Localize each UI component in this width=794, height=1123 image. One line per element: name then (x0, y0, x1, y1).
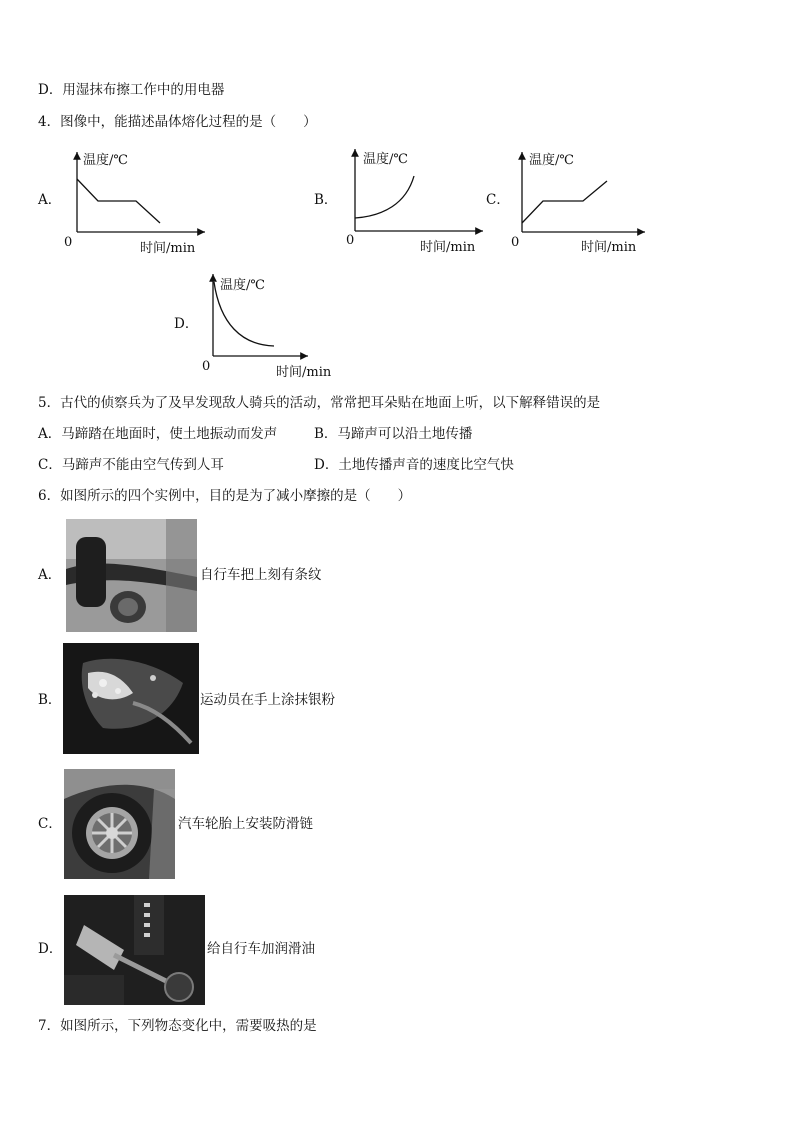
car-tire-photo (64, 769, 175, 879)
option-text: 用湿抹布擦工作中的用电器 (62, 82, 225, 98)
option-label: D． (38, 82, 63, 98)
option-text: 土地传播声音的速度比空气快 (338, 457, 514, 473)
origin-label: 0 (511, 235, 520, 250)
x-axis-label: 时间/min (140, 241, 196, 256)
q6-option-a-label[interactable]: A． (38, 567, 62, 583)
temperature-curve (522, 181, 607, 223)
y-axis-label: 温度/℃ (529, 153, 574, 168)
q4-graph-b (338, 146, 488, 256)
q4-stem: 4．图像中，能描述晶体熔化过程的是（ ） (38, 114, 317, 130)
q5-option-a[interactable] (38, 428, 277, 442)
temperature-curve (355, 176, 414, 218)
option-label: A． (38, 426, 62, 442)
option-text: 马蹄踏在地面时，使土地振动而发声 (61, 426, 278, 442)
q5-option-b[interactable] (314, 428, 472, 442)
y-axis-label: 温度/℃ (363, 152, 408, 167)
q6-option-d-text: 给自行车加润滑油 (207, 941, 315, 957)
q6-option-d-label[interactable]: D． (38, 941, 63, 957)
q6-option-a-text: 自行车把上刻有条纹 (200, 567, 322, 583)
q6-option-c-text: 汽车轮胎上安装防滑链 (178, 816, 313, 832)
option-text: 马蹄声可以沿土地传播 (337, 426, 473, 442)
x-axis-label: 时间/min (420, 240, 476, 255)
q4-graph-a (60, 148, 210, 258)
q6-stem: 6．如图所示的四个实例中，目的是为了减小摩擦的是（ ） (38, 488, 412, 504)
q4-option-a-label[interactable]: A． (38, 192, 62, 208)
q3-option-d[interactable] (38, 84, 224, 98)
bicycle-oiling-photo (64, 895, 205, 1005)
temperature-curve (77, 179, 160, 223)
bicycle-handlebar-photo (66, 519, 197, 632)
q4-graph-d (196, 268, 346, 380)
q6-option-b-label[interactable]: B． (38, 692, 62, 708)
origin-label: 0 (202, 359, 211, 374)
y-axis-label: 温度/℃ (220, 278, 265, 293)
q5-option-c[interactable] (38, 459, 224, 473)
origin-label: 0 (346, 233, 355, 248)
origin-label: 0 (64, 235, 73, 250)
q6-option-c-label[interactable]: C． (38, 816, 62, 832)
x-axis-label: 时间/min (276, 365, 332, 380)
option-label: D． (314, 457, 339, 473)
q7-stem: 7．如图所示，下列物态变化中，需要吸热的是 (38, 1018, 317, 1034)
q4-graph-c (505, 148, 655, 258)
x-axis-label: 时间/min (581, 240, 637, 255)
q4-option-c-label[interactable]: C． (486, 192, 510, 208)
chalked-hand-photo (63, 643, 199, 754)
q5-option-d[interactable] (314, 459, 514, 473)
q6-option-b-text: 运动员在手上涂抹银粉 (200, 692, 335, 708)
option-label: C． (38, 457, 62, 473)
option-text: 马蹄声不能由空气传到人耳 (61, 457, 224, 473)
q4-option-b-label[interactable]: B． (314, 192, 338, 208)
y-axis-label: 温度/℃ (83, 153, 128, 168)
q4-option-d-label[interactable]: D． (174, 316, 199, 332)
option-label: B． (314, 426, 338, 442)
q5-stem: 5．古代的侦察兵为了及早发现敌人骑兵的活动，常常把耳朵贴在地面上听，以下解释错误的是 (38, 395, 601, 411)
